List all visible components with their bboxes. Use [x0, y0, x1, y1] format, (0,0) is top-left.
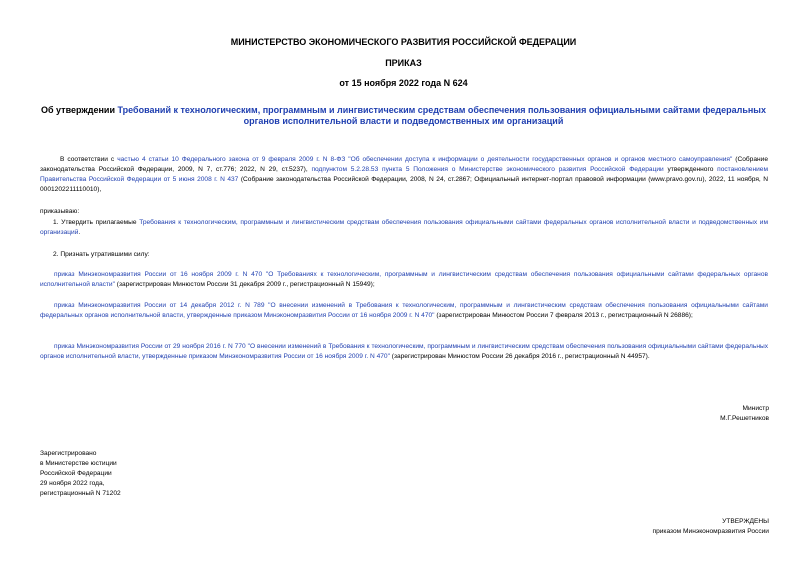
item-2-paragraph: 2. Признать утратившими силу:: [53, 251, 150, 258]
repeal-1-text: (зарегистрирован Минюстом России 31 декабря 2009 г., регистрационный N 15949);: [114, 281, 375, 288]
preamble-text-1: В соответствии с: [60, 156, 118, 163]
signature-block: [720, 404, 769, 424]
approved-block: [653, 517, 770, 537]
ministry-heading: МИНИСТЕРСТВО ЭКОНОМИЧЕСКОГО РАЗВИТИЯ РОССИЙСКОЙ ФЕДЕРАЦИИ: [230, 37, 577, 47]
approved-label: УТВЕРЖДЕНЫ: [722, 518, 769, 525]
preamble-text-4: (Собрание законодательства Российской Федерации, 2008, N 24, ст.2867; Официальный интернет-портал правовой информации (www.pravo.gov.ru), 2022, 11 ноября, N 0001202211110010),: [40, 176, 768, 193]
signature-name: М.Г.Решетников: [720, 415, 769, 422]
repeal-order-470-link[interactable]: приказ Минэкономразвития России от 16 ноября 2009 г. N 470 "О Требованиях к технологическим, программным и лингвистическим средствам обеспечения пользования официальными сайтами федеральных органов исполнительной власти": [40, 271, 768, 288]
title-prefix: Об утверждении: [41, 105, 118, 115]
repeal-order-789-link[interactable]: приказ Минэкономразвития России от 14 декабря 2012 г. N 789 "О внесении изменений в Требования к технологическим, программным и лингвистическим средствам обеспечения пользования официальными сайтами федеральных органов исполнительной власти, утвержденные приказом Минэкономразвития России от 16 ноября 2009 г. N 470": [40, 302, 768, 319]
registration-line: 29 ноября 2022 года,: [40, 480, 105, 487]
registration-block: [40, 449, 121, 499]
item-1-end: .: [78, 229, 81, 236]
item-1-paragraph: [40, 218, 768, 238]
registration-line: Российской Федерации: [40, 470, 112, 477]
repeal-order-770-link[interactable]: приказ Минэкономразвития России от 29 ноября 2016 г. N 770 "О внесении изменений в Требования к технологическим, программным и лингвистическим средствам обеспечения пользования официальными сайтами федеральных органов исполнительной власти, утвержденные приказом Минэкономразвития России от 16 ноября 2009 г. N 470": [40, 343, 768, 360]
repeal-paragraph-2: [40, 301, 768, 321]
registration-line: Зарегистрировано: [40, 450, 97, 457]
item-1-text: 1. Утвердить прилагаемые: [53, 219, 140, 226]
registration-line: регистрационный N 71202: [40, 490, 121, 497]
document-title: [40, 105, 767, 127]
document-date-number: от 15 ноября 2022 года N 624: [339, 78, 468, 88]
preamble-text-3: утвержденного: [663, 166, 718, 173]
repeal-paragraph-1: [40, 270, 768, 290]
repeal-3-text: (зарегистрирован Минюстом России 26 декабря 2016 г., регистрационный N 44957).: [389, 353, 650, 360]
approved-by: приказом Минэкономразвития России: [652, 528, 769, 535]
federal-law-link[interactable]: частью 4 статьи 10 Федерального закона от 9 февраля 2009 г. N 8-ФЗ "Об обеспечении доступа к информации о деятельности государственных органов и органов местного самоуправления": [117, 156, 733, 163]
preamble-text-2: (Собрание законодательства Российской Федерации, 2009, N 7, ст.776; 2022, N 29, ст.5237),: [40, 156, 769, 173]
signature-role: Министр: [742, 405, 769, 412]
preamble-paragraph: [40, 155, 768, 195]
registration-line: в Министерстве юстиции: [40, 460, 117, 467]
requirements-link[interactable]: Требования к технологическим, программным и лингвистическим средствам обеспечения пользования официальными сайтами федеральных органов исполнительной власти и подведомственных им организаций: [40, 219, 768, 236]
order-word: приказываю:: [40, 208, 80, 215]
title-requirements-link[interactable]: Требований к технологическим, программным и лингвистическим средствам обеспечения пользования официальными сайтами федеральных органов исполнительной власти и подведомственных им организаций: [117, 105, 766, 126]
government-decree-link[interactable]: постановлением Правительства Российской Федерации от 5 июня 2008 г. N 437: [40, 166, 768, 183]
repeal-2-text: (зарегистрирован Минюстом России 7 февраля 2013 г., регистрационный N 26886);: [434, 312, 693, 319]
repeal-paragraph-3: [40, 342, 768, 362]
document-type: ПРИКАЗ: [385, 58, 422, 68]
regulation-subpoint-link[interactable]: подпунктом 5.2.28.53 пункта 5 Положения о Министерстве экономического развития Российской Федерации: [311, 166, 664, 173]
